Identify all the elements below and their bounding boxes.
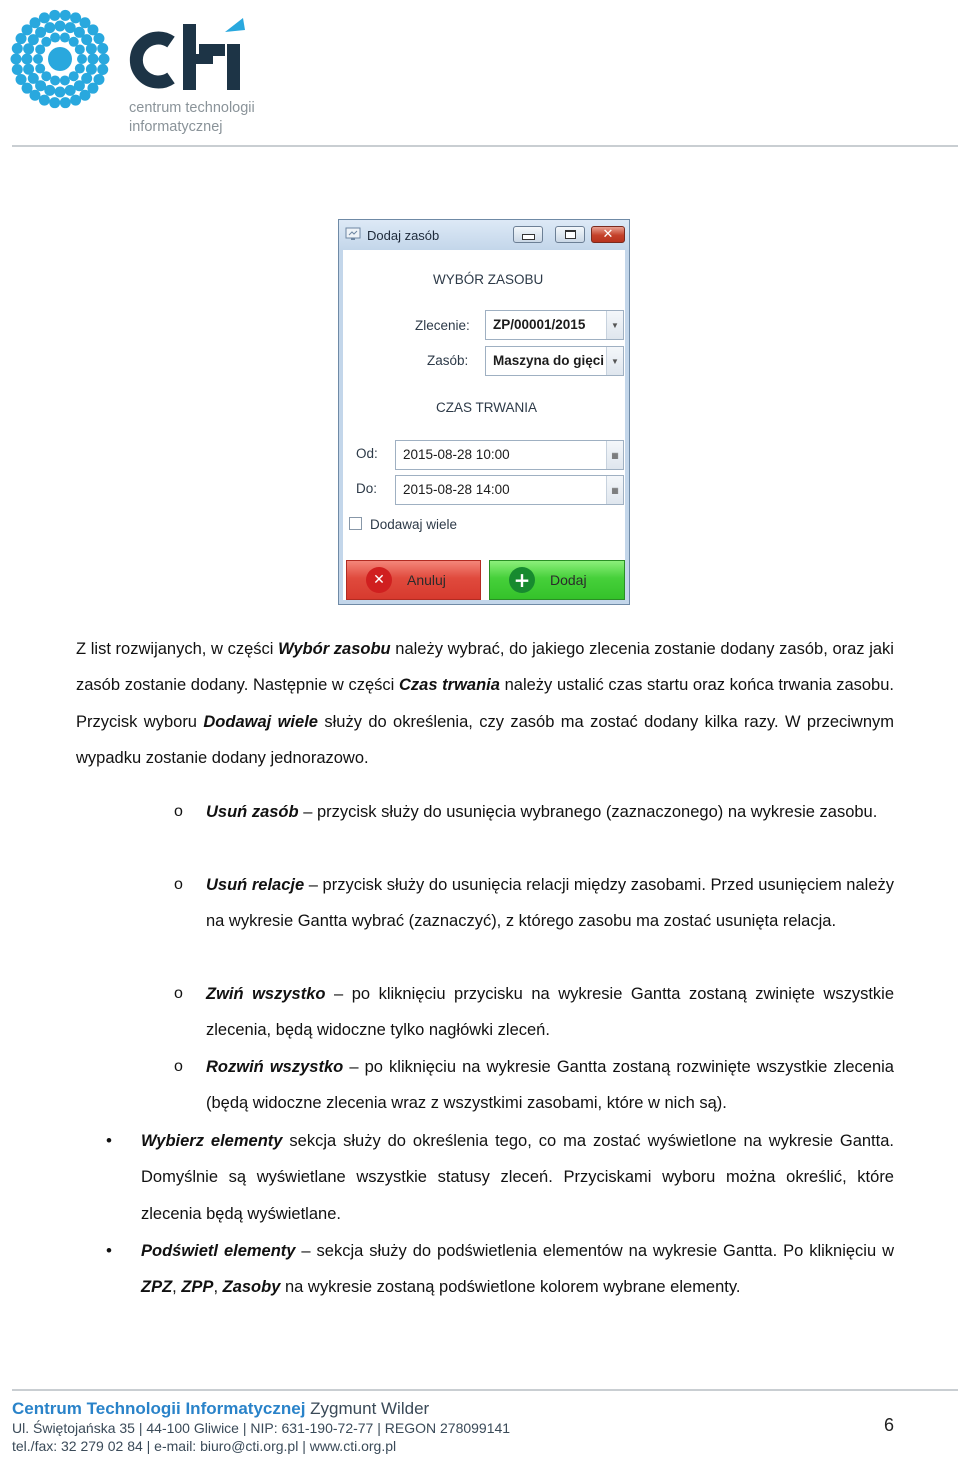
list-item-delete-relations: o Usuń relacje – przycisk służy do usunięcia relacji między zasobami. Przed usunięciem należy na wykresie Gantta wybrać (zaznaczyć), z którego zasobu ma zostać usunięta relacja. bbox=[0, 867, 960, 976]
to-datetime-field[interactable] bbox=[395, 475, 624, 505]
list-marker: o bbox=[174, 1058, 183, 1075]
order-select-value: ZP/00001/2015 bbox=[493, 317, 586, 332]
chevron-down-icon[interactable]: ▼ bbox=[606, 347, 623, 375]
add-button-label: Dodaj bbox=[550, 572, 587, 588]
footer-address: Ul. Świętojańska 35 | 44-100 Gliwice | NIP: 631-190-72-77 | REGON 278099141 bbox=[12, 1420, 511, 1436]
footer-divider bbox=[12, 1389, 958, 1391]
term-add-multiple: Dodawaj wiele bbox=[203, 712, 318, 731]
to-label: Do: bbox=[356, 481, 378, 496]
add-resource-dialog bbox=[338, 219, 630, 605]
section-resource-heading: WYBÓR ZASOBU bbox=[433, 272, 544, 287]
from-datetime-value: 2015-08-28 10:00 bbox=[403, 447, 510, 462]
cancel-button[interactable] bbox=[346, 560, 481, 600]
chevron-down-icon[interactable]: ▼ bbox=[606, 311, 623, 339]
window-icon bbox=[345, 227, 361, 241]
close-icon: ✕ bbox=[602, 227, 614, 242]
term-duration: Czas trwania bbox=[399, 676, 500, 695]
logo-subtitle-line1: centrum technologii bbox=[129, 100, 255, 116]
list-item-select-elements: • Wybierz elementy sekcja służy do określenia tego, co ma zostać wyświetlone na wykresie Gantta. Domyślnie są wyświetlane wszystkie statusy zleceń. Przyciskami wyboru można określić, które zlecenia będą wyświetlane. bbox=[0, 1123, 960, 1233]
add-multiple-checkbox[interactable] bbox=[349, 517, 362, 530]
maximize-button[interactable] bbox=[555, 226, 585, 243]
resource-label: Zasób: bbox=[427, 353, 469, 368]
list-marker: o bbox=[174, 876, 183, 893]
close-button[interactable] bbox=[591, 226, 625, 243]
order-select[interactable] bbox=[485, 310, 624, 340]
dialog-body bbox=[343, 250, 625, 600]
list-item-highlight-elements: • Podświetl elementy – sekcja służy do podświetlenia elementów na wykresie Gantta. Po kliknięciu w ZPZ, ZPP, Zasoby na wykresie zostaną podświetlone kolorem wybrane elementy. bbox=[0, 1233, 960, 1306]
cancel-button-label: Anuluj bbox=[407, 572, 446, 588]
from-label: Od: bbox=[356, 446, 378, 461]
maximize-icon bbox=[556, 227, 584, 242]
from-datetime-field[interactable] bbox=[395, 440, 624, 470]
dialog-titlebar bbox=[339, 220, 629, 250]
cti-logo-mark bbox=[10, 9, 110, 109]
list-item-collapse-all: o Zwiń wszystko – po kliknięciu przycisku na wykresie Gantta zostaną zwinięte wszystkie zlecenia, będą widoczne tylko nagłówki zleceń. bbox=[0, 976, 960, 1049]
plus-circle-icon: + bbox=[509, 567, 535, 593]
x-circle-icon: ✕ bbox=[366, 567, 392, 593]
calendar-icon[interactable]: ▦ bbox=[606, 441, 623, 469]
cti-logo-wordmark bbox=[127, 14, 262, 94]
bullet-marker: • bbox=[106, 1241, 112, 1260]
intro-paragraph: Z list rozwijanych, w części Wybór zasobu należy wybrać, do jakiego zlecenia zostanie dodany zasób, oraz jaki zasób zostanie dodany. Następnie w części Czas trwania należy ustalić czas startu oraz końca trwania zasobu. Przycisk wyboru Dodawaj wiele służy do określenia, czy zasób ma zostać dodany kilka razy. W przeciwnym wypadku zostanie dodany jednorazowo. bbox=[76, 640, 895, 768]
logo-subtitle-line2: informatycznej bbox=[129, 119, 223, 135]
dialog-title: Dodaj zasób bbox=[367, 228, 440, 243]
add-multiple-label[interactable]: Dodawaj wiele bbox=[370, 517, 458, 532]
list-marker: o bbox=[174, 803, 183, 820]
list-item-delete-resource: o Usuń zasób – przycisk służy do usunięcia wybranego (zaznaczonego) na wykresie zasobu. bbox=[0, 794, 960, 867]
page-number: 6 bbox=[884, 1415, 895, 1435]
header-divider bbox=[12, 145, 958, 147]
list-marker: o bbox=[174, 985, 183, 1002]
minimize-button[interactable] bbox=[513, 226, 543, 243]
resource-select[interactable] bbox=[485, 346, 624, 376]
term-resource-selection: Wybór zasobu bbox=[278, 640, 391, 658]
minimize-icon bbox=[514, 227, 542, 242]
order-label: Zlecenie: bbox=[415, 318, 470, 333]
bullet-marker: • bbox=[106, 1131, 112, 1150]
footer-company: Centrum Technologii Informatycznej Zygmunt Wilder bbox=[12, 1399, 430, 1418]
section-duration-heading: CZAS TRWANIA bbox=[436, 400, 538, 415]
footer-contact: tel./fax: 32 279 02 84 | e-mail: biuro@cti.org.pl | www.cti.org.pl bbox=[12, 1438, 397, 1454]
add-button[interactable] bbox=[489, 560, 625, 600]
resource-select-value: Maszyna do gięci bbox=[493, 353, 605, 368]
calendar-icon[interactable]: ▦ bbox=[606, 476, 623, 504]
list-item-expand-all: o Rozwiń wszystko – po kliknięciu na wykresie Gantta zostaną rozwinięte wszystkie zlecenia (będą widoczne zlecenia wraz z wszystkimi zasobami, które w nich są). bbox=[0, 1049, 960, 1122]
to-datetime-value: 2015-08-28 14:00 bbox=[403, 482, 510, 497]
